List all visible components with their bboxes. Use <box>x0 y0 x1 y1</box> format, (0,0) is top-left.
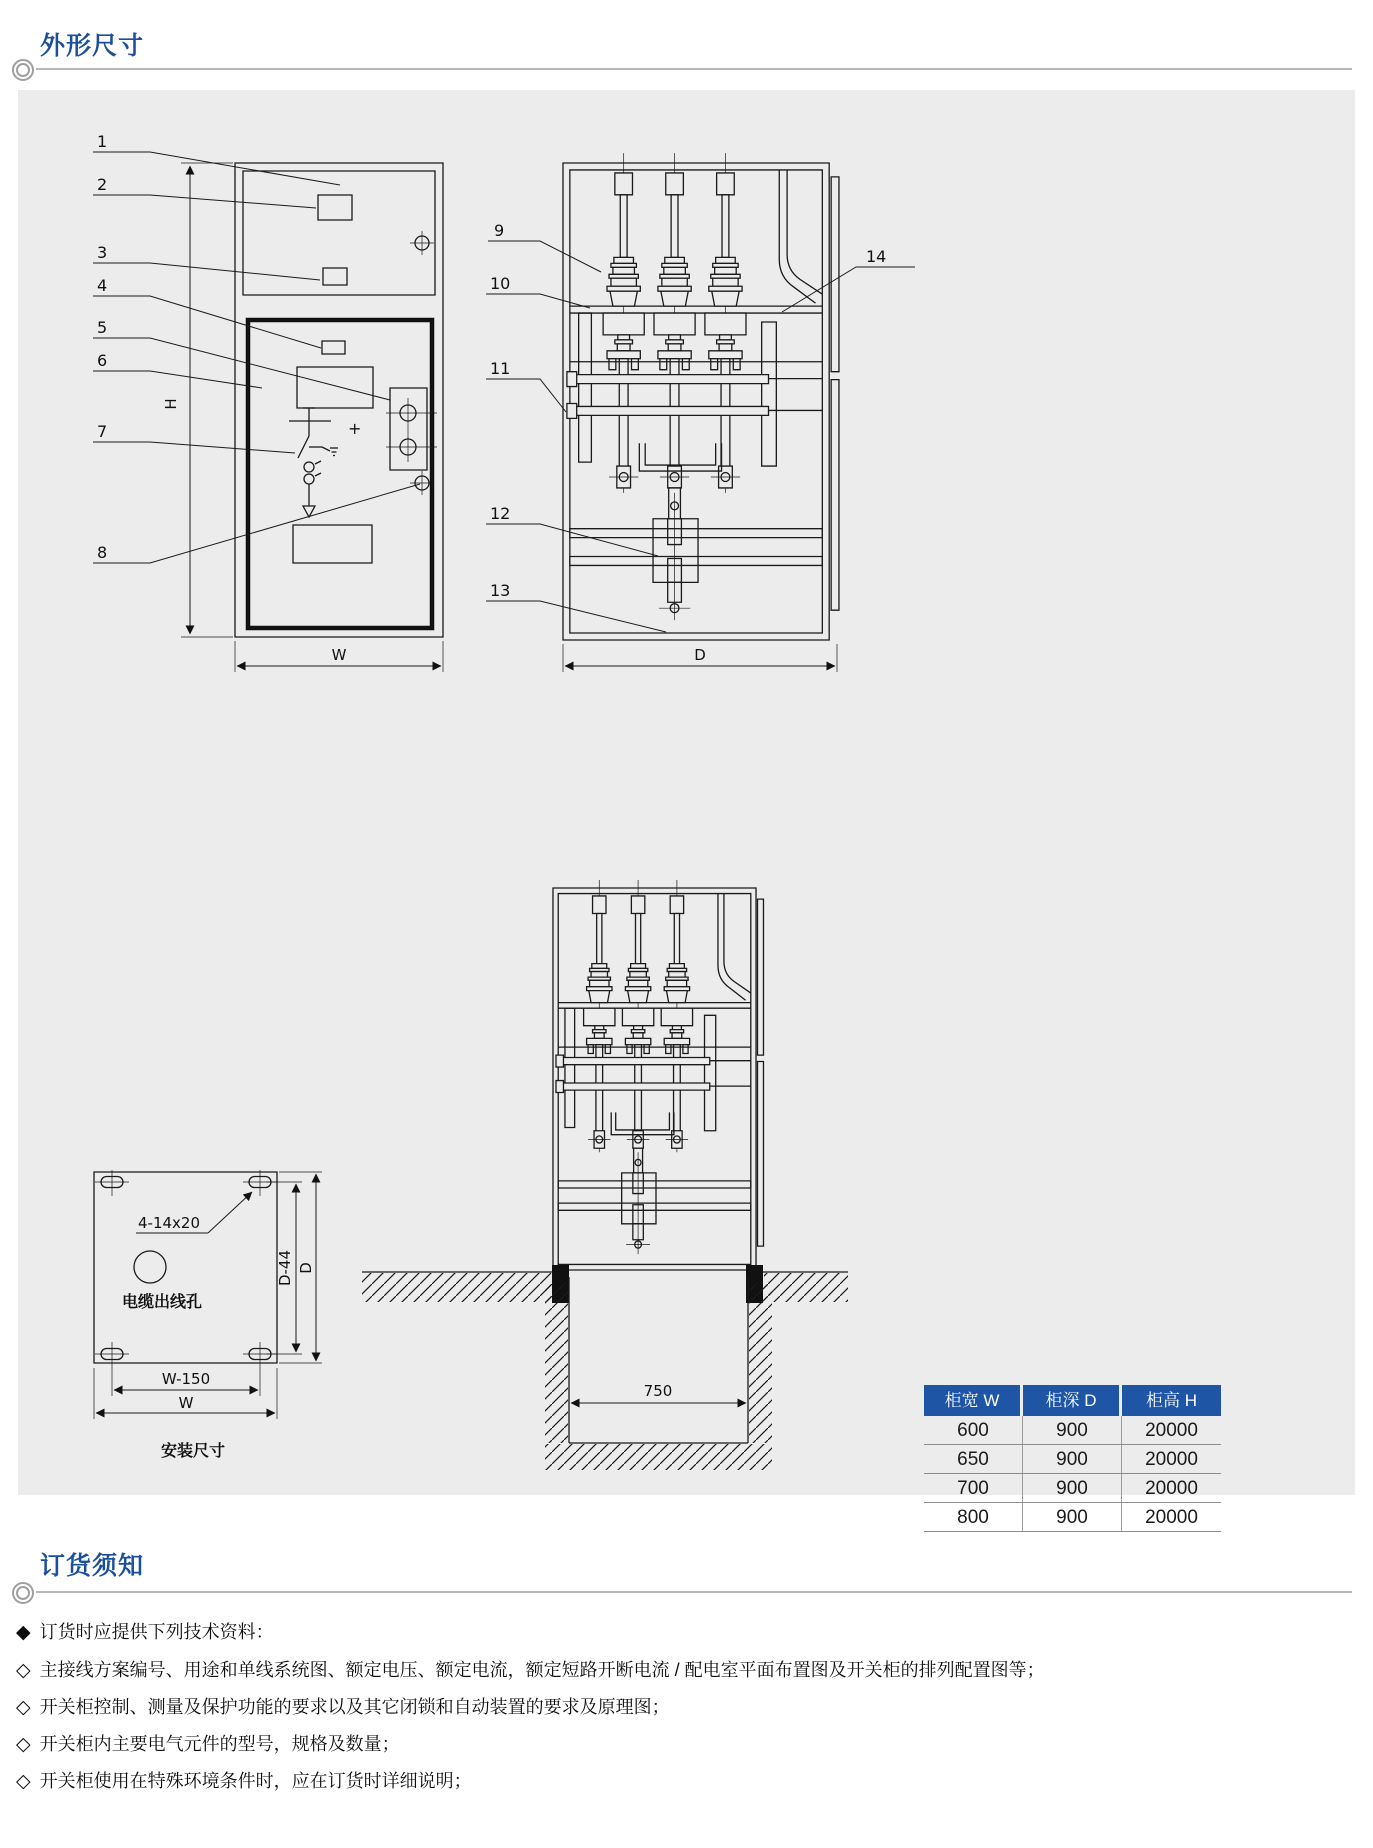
note-item-text: 开关柜内主要电气元件的型号，规格及数量； <box>39 1734 400 1754</box>
foundation-section-drawing <box>362 880 848 1470</box>
note-item-text: 开关柜控制、测量及保护功能的要求以及其它闭锁和自动装置的要求及原理图； <box>39 1697 670 1717</box>
cabinet-dimensions-table <box>924 1385 1221 1532</box>
cable-outlet-hole-label: 电缆出线孔 <box>122 1292 203 1311</box>
diamond-outline-icon: ◇ <box>16 1734 31 1755</box>
ring-ornament-icon <box>12 59 34 81</box>
note-item <box>16 1730 1356 1756</box>
ring-ornament-icon <box>12 1582 34 1604</box>
installation-caption: 安装尺寸 <box>160 1441 226 1460</box>
table-cell: 800 <box>924 1503 1023 1532</box>
note-intro-text: 订货时应提供下列技术资料： <box>39 1622 274 1642</box>
table-cell: 20000 <box>1122 1503 1221 1532</box>
col-header-width: 柜宽 W <box>924 1385 1023 1416</box>
table-cell: 900 <box>1023 1474 1122 1503</box>
installation-dimensions-drawing <box>94 1170 322 1460</box>
slot-size-label: 4-14x20 <box>138 1214 201 1232</box>
note-item-text: 主接线方案编号、用途和单线系统图、额定电压、额定电流，额定短路开断电流 / 配电室平面布置图及开关柜的排列配置图等； <box>39 1660 1045 1680</box>
col-header-depth: 柜深 D <box>1023 1385 1122 1416</box>
page-title-ordering-notes: 订货须知 <box>40 1551 145 1580</box>
plus-terminal-label: + <box>348 419 362 438</box>
table-cell: 900 <box>1023 1416 1122 1445</box>
note-intro <box>16 1618 1356 1644</box>
table-cell: 20000 <box>1122 1445 1221 1474</box>
front-view-drawing <box>93 132 443 672</box>
callout-9: 9 <box>494 221 505 240</box>
diamond-filled-icon: ◆ <box>16 1622 31 1643</box>
note-item <box>16 1656 1356 1682</box>
diamond-outline-icon: ◇ <box>16 1697 31 1718</box>
side-view-drawing <box>486 153 915 672</box>
dim-label-h: H <box>162 398 180 410</box>
table-cell: 900 <box>1023 1503 1122 1532</box>
col-header-height: 柜高 H <box>1122 1385 1221 1416</box>
dim-label-w150: W-150 <box>161 1370 211 1388</box>
table-header-row <box>924 1385 1221 1416</box>
dim-label-w: W <box>331 646 347 664</box>
table-cell: 900 <box>1023 1445 1122 1474</box>
table-cell: 650 <box>924 1445 1023 1474</box>
callout-5: 5 <box>97 318 108 337</box>
callout-11: 11 <box>490 359 511 378</box>
page-title-outline-dimensions: 外形尺寸 <box>40 31 145 60</box>
callout-2: 2 <box>97 175 108 194</box>
callout-3: 3 <box>97 243 108 262</box>
dim-label-d44: D-44 <box>276 1249 294 1287</box>
callout-13: 13 <box>490 581 511 600</box>
note-item <box>16 1693 1356 1719</box>
dim-label-d: D <box>694 646 706 664</box>
note-item <box>16 1767 1356 1793</box>
outline-drawing-panel <box>18 90 1355 1528</box>
dim-label-install-w: W <box>178 1394 194 1412</box>
section-divider-line <box>36 68 1352 70</box>
section-divider-line <box>36 1591 1352 1593</box>
dim-label-install-d: D <box>297 1262 315 1274</box>
dim-label-pit-width: 750 <box>643 1382 673 1400</box>
technical-drawing <box>18 90 1355 1495</box>
table-cell: 20000 <box>1122 1474 1221 1503</box>
callout-6: 6 <box>97 351 108 370</box>
callout-4: 4 <box>97 276 108 295</box>
table-cell: 700 <box>924 1474 1023 1503</box>
one-line-diagram-symbol <box>289 408 361 517</box>
diamond-outline-icon: ◇ <box>16 1660 31 1681</box>
callout-10: 10 <box>490 274 511 293</box>
callout-7: 7 <box>97 422 108 441</box>
diamond-outline-icon: ◇ <box>16 1771 31 1792</box>
note-item-text: 开关柜使用在特殊环境条件时，应在订货时详细说明； <box>39 1771 472 1791</box>
front-view-callouts <box>93 132 420 563</box>
callout-8: 8 <box>97 543 108 562</box>
table-cell: 600 <box>924 1416 1023 1445</box>
callout-1: 1 <box>97 132 108 151</box>
table-cell: 20000 <box>1122 1416 1221 1445</box>
mounting-slots <box>95 1170 277 1368</box>
callout-12: 12 <box>490 504 511 523</box>
callout-14: 14 <box>866 247 887 266</box>
side-view-callouts <box>486 221 915 632</box>
